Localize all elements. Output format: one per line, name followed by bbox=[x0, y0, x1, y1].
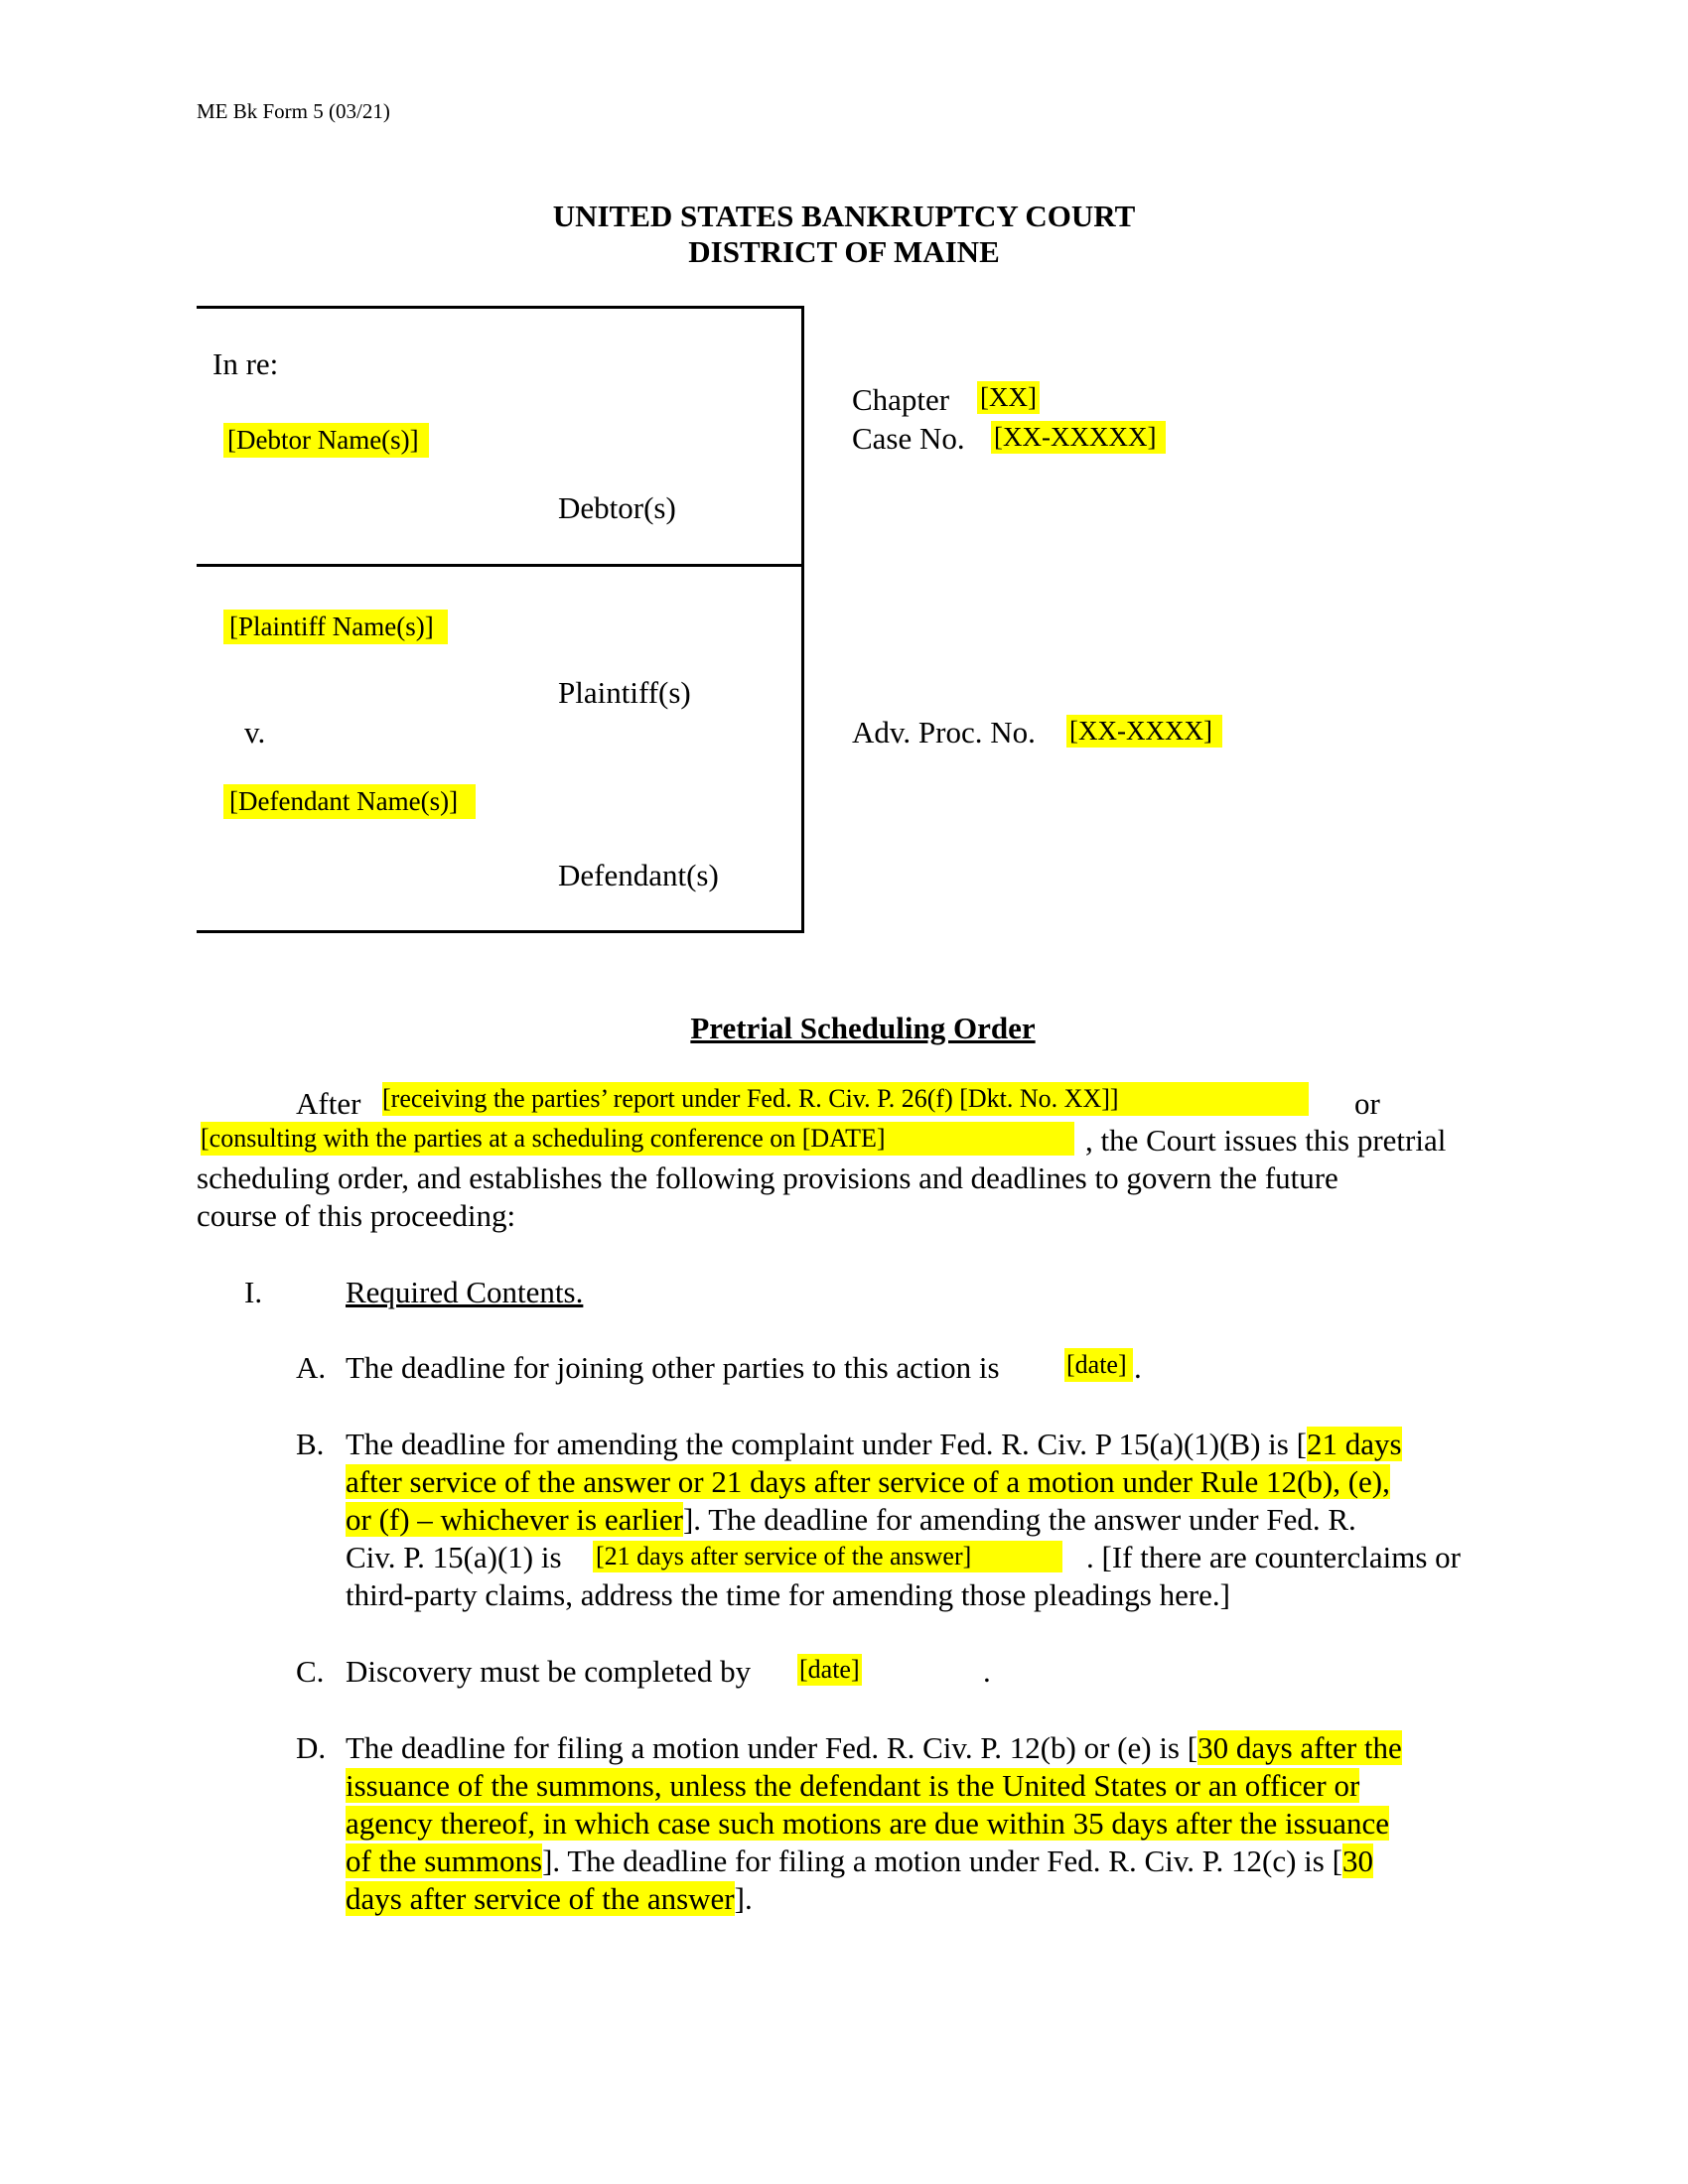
section-numeral: I. bbox=[244, 1275, 263, 1309]
item-d-line1-highlight: 30 days after the bbox=[1197, 1730, 1402, 1765]
item-a-text: The deadline for joining other parties to this action is bbox=[346, 1350, 1000, 1385]
case-number-label: Case No. bbox=[852, 421, 965, 456]
intro-or: or bbox=[1354, 1086, 1380, 1121]
item-b-answer-field[interactable]: [21 days after service of the answer] bbox=[593, 1541, 1062, 1572]
order-title: Pretrial Scheduling Order bbox=[690, 1011, 1036, 1045]
item-d-line4-highlight2: 30 bbox=[1341, 1843, 1373, 1878]
item-b-letter: B. bbox=[296, 1427, 325, 1461]
item-a-date-field[interactable]: [date] bbox=[1064, 1348, 1133, 1382]
court-district: DISTRICT OF MAINE bbox=[688, 234, 1000, 269]
versus-label: v. bbox=[244, 715, 266, 750]
item-d-line3-highlight: agency thereof, in which case such motions are due within 35 days after the issuance bbox=[346, 1806, 1390, 1841]
item-b-line1-highlight: 21 days bbox=[1306, 1427, 1402, 1461]
item-d-line5-text: ]. bbox=[734, 1881, 753, 1916]
plaintiff-label: Plaintiff(s) bbox=[558, 675, 691, 710]
court-name: UNITED STATES BANKRUPTCY COURT bbox=[552, 199, 1136, 233]
intro-option1-field[interactable]: [receiving the parties’ report under Fed. R. Civ. P. 26(f) [Dkt. No. XX]] bbox=[382, 1082, 1309, 1116]
form-identifier: ME Bk Form 5 (03/21) bbox=[197, 99, 390, 123]
item-b-line4-text: Civ. P. 15(a)(1) is bbox=[346, 1540, 562, 1574]
item-b-line3-highlight: or (f) – whichever is earlier bbox=[346, 1502, 683, 1537]
item-a-end: . bbox=[1134, 1350, 1142, 1385]
caption-top-border bbox=[197, 306, 804, 309]
item-d-line4-text: ]. The deadline for filing a motion under Fed. R. Civ. P. 12(c) is [ bbox=[542, 1843, 1342, 1878]
item-d-line4-highlight: of the summons bbox=[346, 1843, 543, 1878]
item-c-text: Discovery must be completed by bbox=[346, 1654, 752, 1689]
debtor-name-field[interactable]: [Debtor Name(s)] bbox=[223, 423, 429, 458]
item-a-letter: A. bbox=[296, 1350, 327, 1385]
intro-cont1: , the Court issues this pretrial bbox=[1085, 1123, 1447, 1158]
debtor-label: Debtor(s) bbox=[558, 490, 676, 525]
item-d-line1-text: The deadline for filing a motion under Fed. R. Civ. P. 12(b) or (e) is [ bbox=[346, 1730, 1198, 1765]
item-c-end: . bbox=[983, 1654, 991, 1689]
intro-after: After bbox=[296, 1086, 361, 1121]
section-heading: Required Contents. bbox=[346, 1275, 584, 1309]
intro-option2-field[interactable]: [consulting with the parties at a scheduling conference on [DATE] bbox=[201, 1122, 1074, 1156]
defendant-name-field[interactable]: [Defendant Name(s)] bbox=[223, 784, 476, 819]
item-b-line2-highlight: after service of the answer or 21 days after service of a motion under Rule 12(b), (e), bbox=[346, 1464, 1390, 1499]
caption-right-border bbox=[801, 306, 804, 933]
item-b-line5-text: third-party claims, address the time for amending those pleadings here.] bbox=[346, 1577, 1230, 1612]
defendant-label: Defendant(s) bbox=[558, 858, 719, 892]
item-c-letter: C. bbox=[296, 1654, 325, 1689]
chapter-field[interactable]: [XX] bbox=[977, 381, 1040, 414]
plaintiff-name-field[interactable]: [Plaintiff Name(s)] bbox=[223, 610, 448, 644]
intro-cont3: course of this proceeding: bbox=[197, 1198, 516, 1233]
item-d-line5-highlight: days after service of the answer bbox=[346, 1881, 735, 1916]
item-d-letter: D. bbox=[296, 1730, 327, 1765]
intro-cont2: scheduling order, and establishes the following provisions and deadlines to govern the future bbox=[197, 1160, 1338, 1195]
item-c-date-field[interactable]: [date] bbox=[799, 1655, 860, 1684]
caption-divider bbox=[197, 564, 804, 567]
item-b-line4-post: . [If there are counterclaims or bbox=[1086, 1540, 1461, 1574]
in-re-label: In re: bbox=[212, 346, 279, 381]
case-number-field[interactable]: [XX-XXXXX] bbox=[991, 421, 1166, 454]
adv-proc-field[interactable]: [XX-XXXX] bbox=[1066, 715, 1222, 748]
item-b-line1-text: The deadline for amending the complaint under Fed. R. Civ. P 15(a)(1)(B) is [ bbox=[346, 1427, 1307, 1461]
item-d-line2-highlight: issuance of the summons, unless the defendant is the United States or an officer or bbox=[346, 1768, 1360, 1803]
caption-bottom-border bbox=[197, 930, 804, 933]
item-b-line3-text: ]. The deadline for amending the answer under Fed. R. bbox=[682, 1502, 1356, 1537]
adv-proc-label: Adv. Proc. No. bbox=[852, 715, 1036, 750]
chapter-label: Chapter bbox=[852, 382, 950, 417]
